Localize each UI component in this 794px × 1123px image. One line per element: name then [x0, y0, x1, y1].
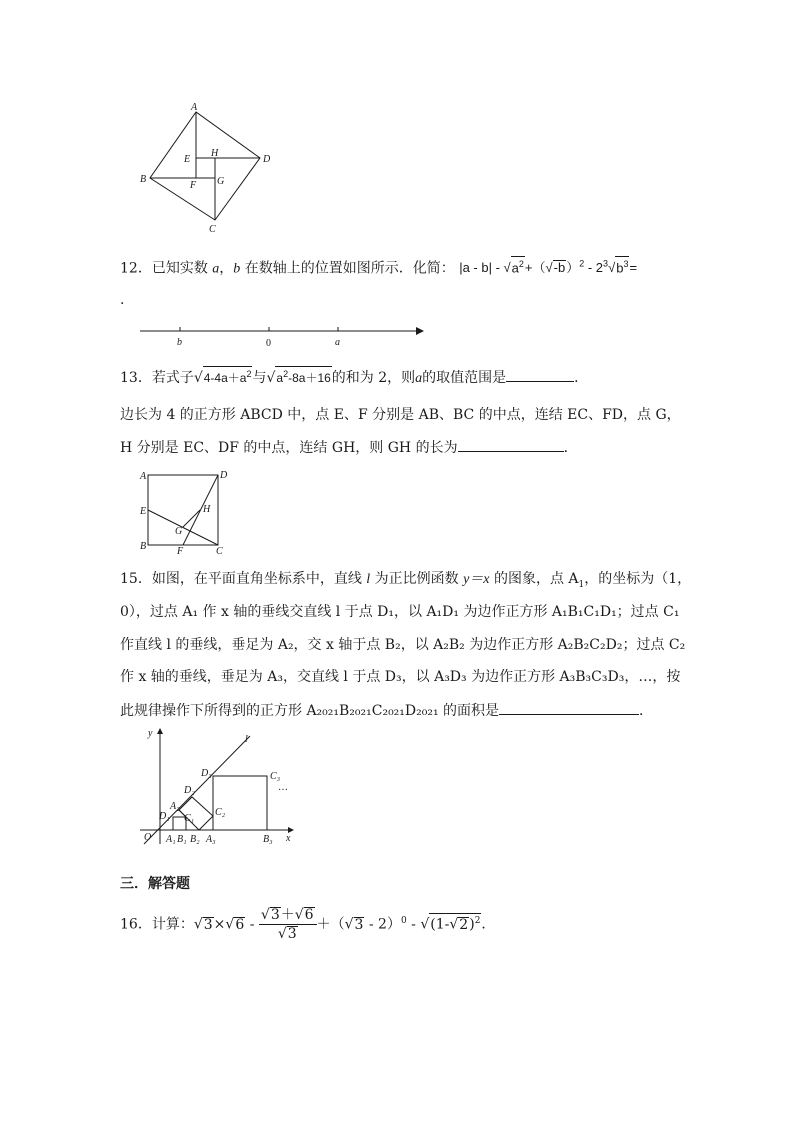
fig14-H: H — [203, 504, 211, 515]
numberline-b: b — [177, 337, 182, 348]
numberline-zero: 0 — [266, 338, 271, 349]
q14-line1: 边长为 4 的正方形 ABCD 中，点 E、F 分别是 AB、BC 的中点，连结 EC、FD，点 G， — [120, 407, 681, 423]
q12-number-line — [138, 321, 430, 349]
q15-figure — [138, 726, 303, 850]
fig15-A1: A₁ — [166, 834, 176, 845]
q14-line2: H 分别是 EC、DF 的中点，连结 GH，则 GH 的长为 ． — [120, 437, 578, 457]
q16-text: 16．计算：√3×√6 - $\frac{√3+√6}{√3}$ $+(√3 - 2)^0 - √(1-√2)^2$． — [120, 907, 496, 942]
q12-expression: $|a - b| - √a^2+(√-b)^2 - 2^3√b^3=$ — [459, 260, 637, 275]
q14-figure — [135, 466, 235, 558]
fig14-F: F — [177, 546, 184, 557]
q13-text: 13．若式子$√4-4a+a^2$与$√a^2-8a+16$的和为 2，则a的取值范围是 ． — [120, 366, 588, 388]
q15-line2: 0），过点 A₁ 作 x 轴的垂线交直线 l 于点 D₁，以 A₁D₁ 为边作正方形 A₁B₁C₁D₁；过点 C₁ — [120, 604, 680, 620]
label-F: F — [190, 180, 197, 191]
label-H: H — [211, 148, 219, 159]
fig14-G: G — [175, 526, 183, 537]
label-A: A — [191, 102, 198, 113]
q15-line1: 15．如图，在平面直角坐标系中，直线 l 为正比例函数 y＝x 的图象，点 $A_1$，的坐标为（1， — [120, 571, 692, 590]
fig15-B2: B₂ — [190, 834, 200, 845]
label-E: E — [184, 154, 191, 165]
fig15-D3: D₃ — [201, 768, 212, 779]
section-heading: 三．解答题 — [120, 876, 190, 892]
fig14-A: A — [140, 471, 147, 482]
q15-line5: 此规律操作下所得到的正方形 A₂₀₂₁B₂₀₂₁C₂₀₂₁D₂₀₂₁ 的面积是 ． — [120, 700, 653, 720]
fig15-D2: D₂ — [184, 785, 195, 796]
q12-text: 12．已知实数 a，b 在数轴上的位置如图所示．化简： $|a - b| - √a^2+(√-b)^2 - 2^3√b^3=$ — [120, 255, 637, 278]
label-B: B — [140, 174, 147, 185]
fig14-B: B — [140, 541, 147, 552]
label-D: D — [263, 154, 271, 165]
q14-answer-blank[interactable] — [458, 437, 564, 452]
fig14-E: E — [140, 506, 147, 517]
q15-line3: 作直线 l 的垂线，垂足为 A₂，交 x 轴于点 B₂，以 A₂B₂ 为边作正方形 A₂B₂C₂D₂；过点 C₂ — [120, 637, 686, 653]
fig15-A2: A₂ — [170, 801, 180, 812]
q15-line4: 作 x 轴的垂线，垂足为 A₃，交直线 l 于点 D₃，以 A₃D₃ 为边作正方形 A₃B₃C₃D₃，…，按 — [120, 669, 681, 685]
q13-answer-blank[interactable] — [506, 367, 574, 382]
q16-fraction: $\frac{√3+√6}{√3}$ — [259, 906, 317, 943]
fig15-B1: B₁ — [177, 834, 187, 845]
fig15-D1: D₁ — [159, 811, 170, 822]
label-C: C — [209, 224, 216, 235]
q15-answer-blank[interactable] — [499, 700, 639, 715]
fig15-l: l — [245, 734, 248, 745]
numberline-a: a — [335, 337, 340, 348]
fig14-C: C — [216, 546, 223, 557]
fig15-y: y — [148, 728, 153, 739]
fig14-D: D — [220, 470, 228, 481]
q11-figure — [135, 100, 275, 235]
q12-end: . — [120, 292, 125, 308]
fig15-O: O — [144, 832, 152, 843]
outer-quadrilateral — [150, 112, 260, 220]
fig15-B3: B₃ — [263, 834, 273, 845]
fig15-dots: … — [278, 782, 288, 793]
fig15-C3: C₃ — [270, 771, 281, 782]
fig15-A3: A₃ — [206, 834, 216, 845]
fig15-C1: C₁ — [184, 813, 195, 824]
fig15-C2: C₂ — [215, 807, 226, 818]
fig15-x: x — [286, 833, 291, 844]
label-G: G — [217, 176, 225, 187]
